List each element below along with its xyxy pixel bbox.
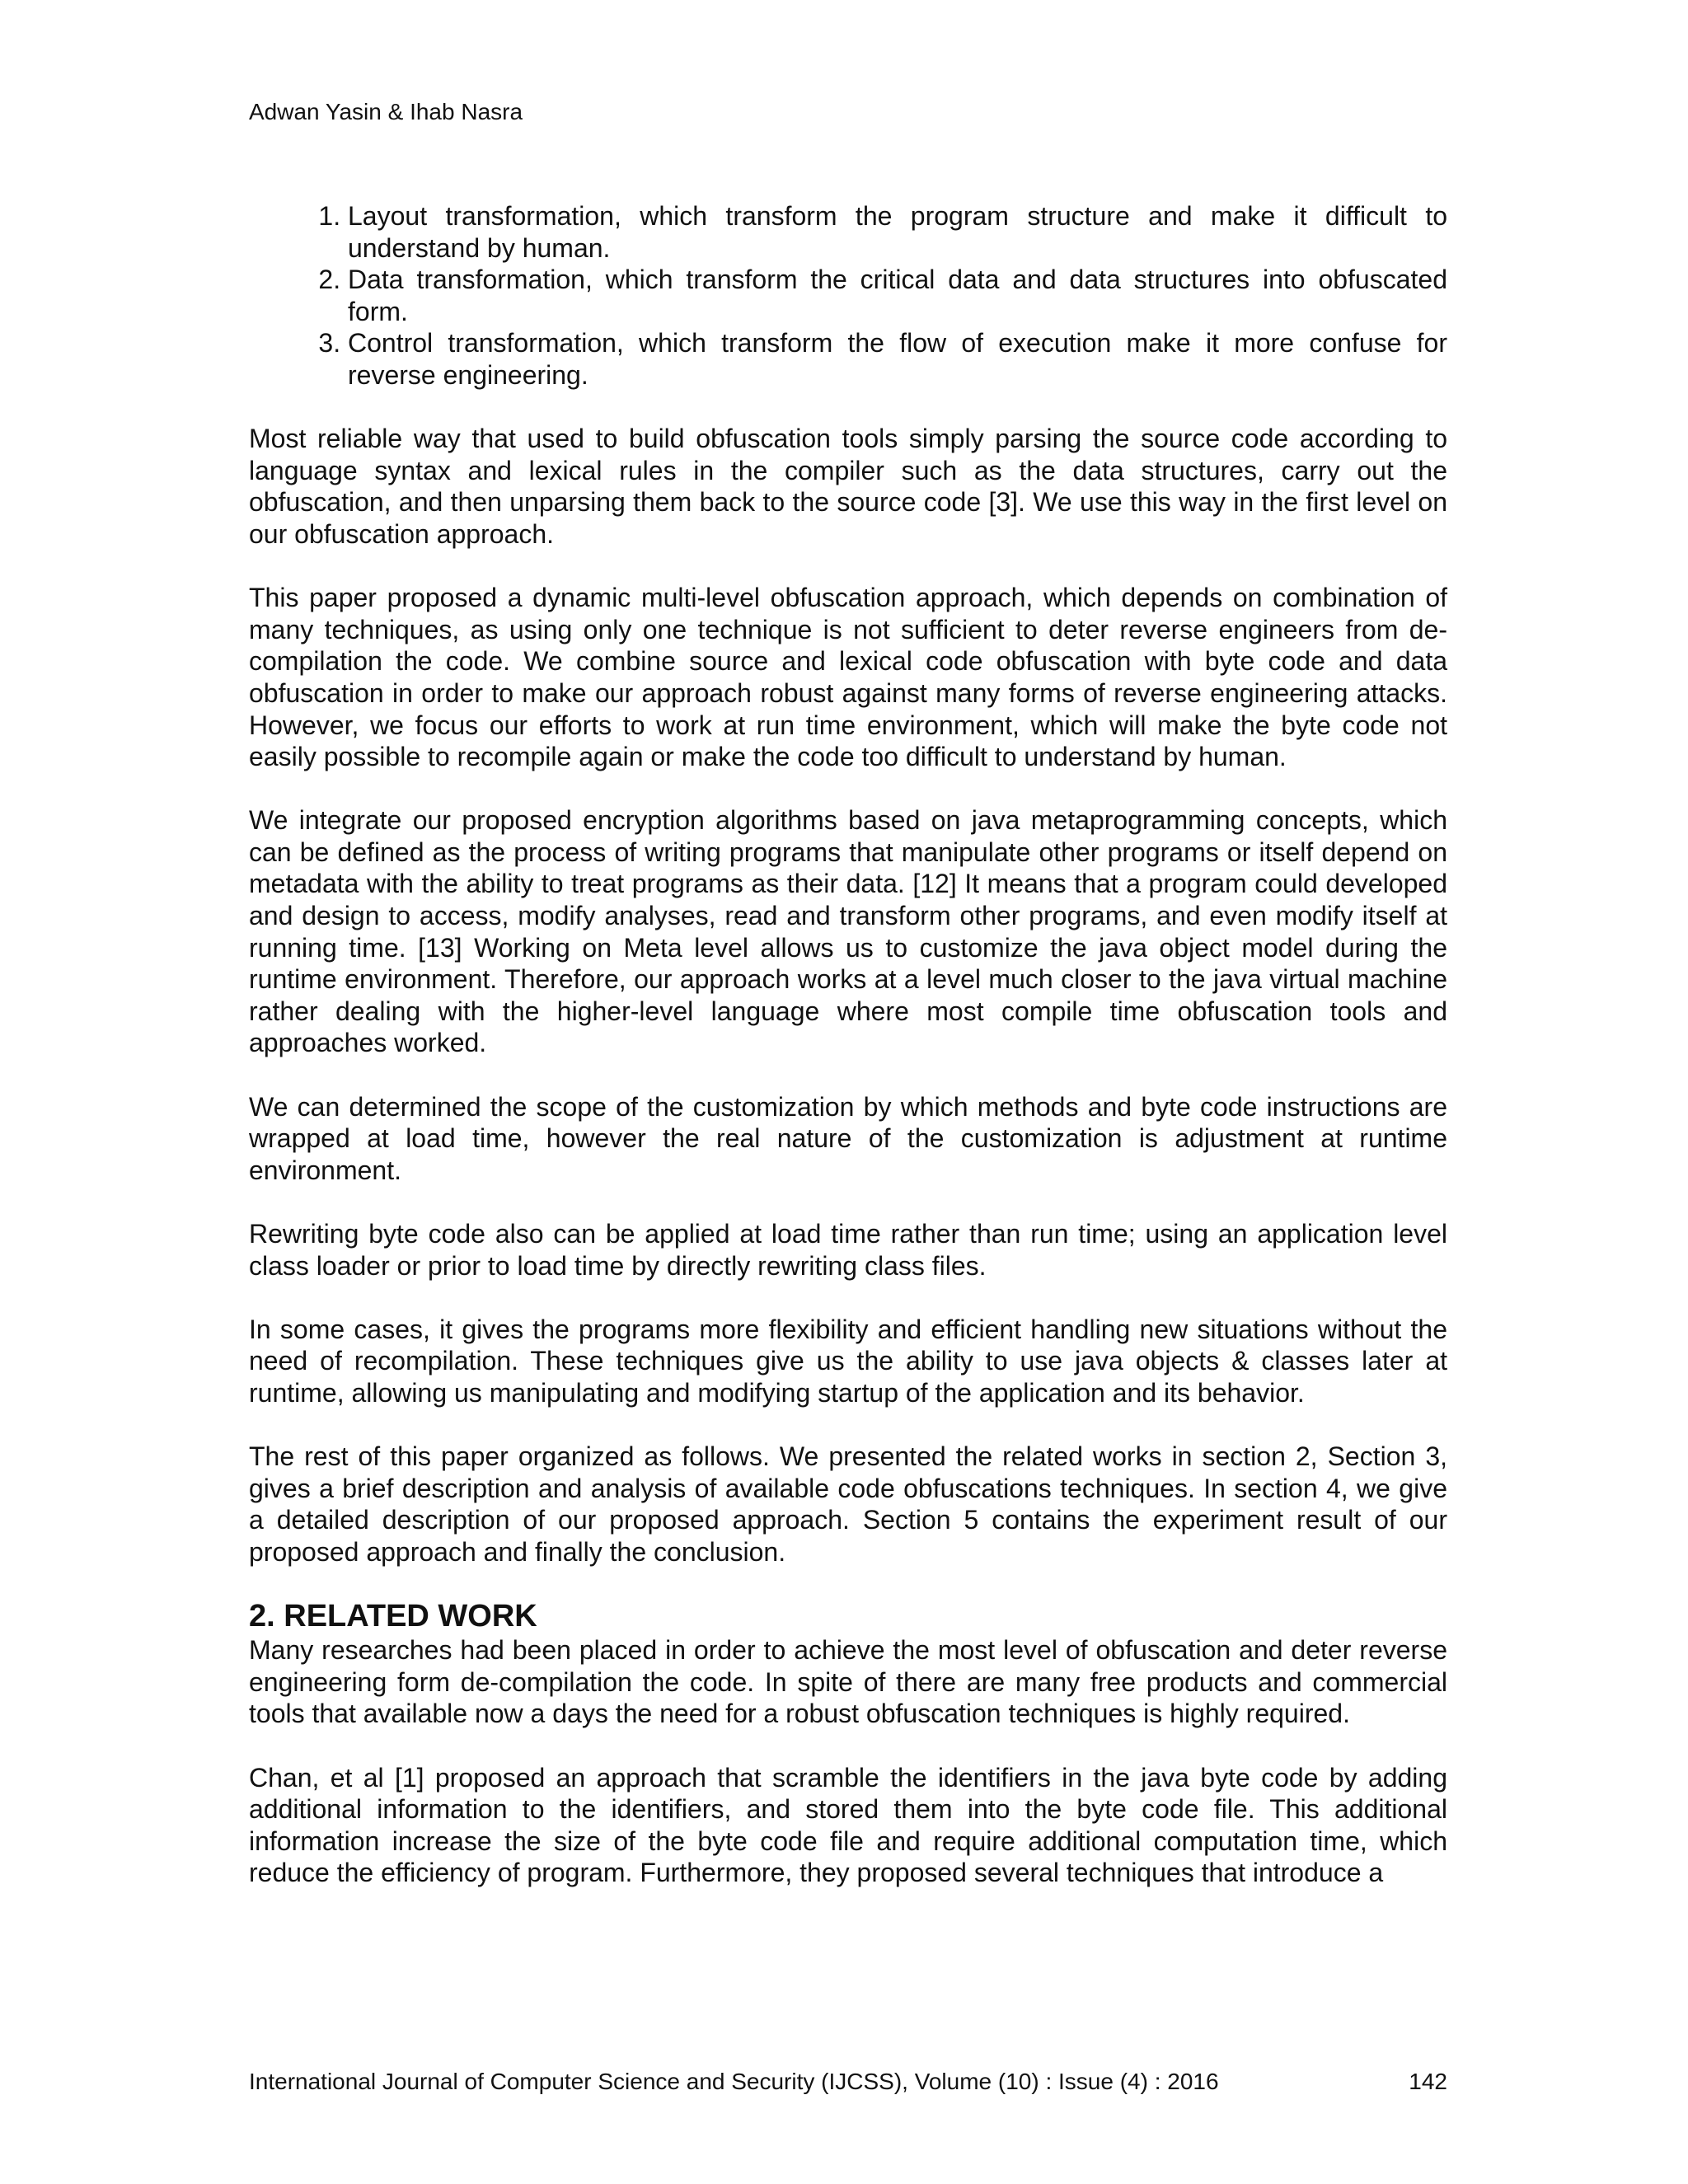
paragraph: The rest of this paper organized as follows. We presented the related works in section 2, Section 3, gives a brief description and analysis of available code obfuscations techniques. In section 4, we give a detailed description of our proposed approach. Section 5 contains the experiment result of our proposed approach and finally the conclusion.	[249, 1441, 1447, 1567]
transformation-list	[249, 200, 1447, 391]
paragraph: Rewriting byte code also can be applied at load time rather than run time; using an application level class loader or prior to load time by directly rewriting class files.	[249, 1219, 1447, 1281]
footer-page-number: 142	[1409, 2069, 1447, 2094]
paragraph: We can determined the scope of the customization by which methods and byte code instructions are wrapped at load time, however the real nature of the customization is adjustment at runtime environment.	[249, 1091, 1447, 1185]
paragraph: Chan, et al [1] proposed an approach that scramble the identifiers in the java byte code by adding additional information to the identifiers, and stored them into the byte code file. This additional information increase the size of the byte code file and require additional computation time, which reduce the efficiency of program. Furthermore, they proposed several techniques that introduce a	[249, 1762, 1447, 1888]
list-item: 1. Layout transformation, which transform the program structure and make it difficult to understand by human.	[348, 200, 1447, 264]
paragraph: This paper proposed a dynamic multi-level obfuscation approach, which depends on combination of many techniques, as using only one technique is not sufficient to deter reverse engineers from de-compilation the code. We combine source and lexical code obfuscation with byte code and data obfuscation in order to make our approach robust against many forms of reverse engineering attacks. However, we focus our efforts to work at run time environment, which will make the byte code not easily possible to recompile again or make the code too difficult to understand by human.	[249, 583, 1447, 772]
section-heading-related-work: 2. RELATED WORK	[249, 1599, 537, 1634]
paragraph: In some cases, it gives the programs more flexibility and efficient handling new situations without the need of recompilation. These techniques give us the ability to use java objects & classes later at runtime, allowing us manipulating and modifying startup of the application and its behavior.	[249, 1314, 1447, 1408]
paragraph: Most reliable way that used to build obfuscation tools simply parsing the source code according to language syntax and lexical rules in the compiler such as the data structures, carry out the obfuscation, and then unparsing them back to the source code [3]. We use this way in the first level on our obfuscation approach.	[249, 424, 1447, 549]
page-body	[249, 200, 1447, 1920]
running-header-authors: Adwan Yasin & Ihab Nasra	[249, 99, 523, 124]
list-item: 3. Control transformation, which transform the flow of execution make it more confuse for reverse engineering.	[348, 327, 1447, 391]
footer-journal-citation: International Journal of Computer Science and Security (IJCSS), Volume (10) : Issue (4) : 2016	[249, 2069, 1219, 2094]
list-item: 2. Data transformation, which transform the critical data and data structures into obfuscated form.	[348, 264, 1447, 327]
paragraph: Many researches had been placed in order to achieve the most level of obfuscation and deter reverse engineering form de-compilation the code. In spite of there are many free products and commercial tools that available now a days the need for a robust obfuscation techniques is highly required.	[249, 1635, 1447, 1729]
paragraph: We integrate our proposed encryption algorithms based on java metaprogramming concepts, which can be defined as the process of writing programs that manipulate other programs or itself depend on metadata with the ability to treat programs as their data. [12] It means that a program could developed and design to access, modify analyses, read and transform other programs, and even modify itself at running time. [13] Working on Meta level allows us to customize the java object model during the runtime environment. Therefore, our approach works at a level much closer to the java virtual machine rather dealing with the higher-level language where most compile time obfuscation tools and approaches worked.	[249, 805, 1447, 1058]
